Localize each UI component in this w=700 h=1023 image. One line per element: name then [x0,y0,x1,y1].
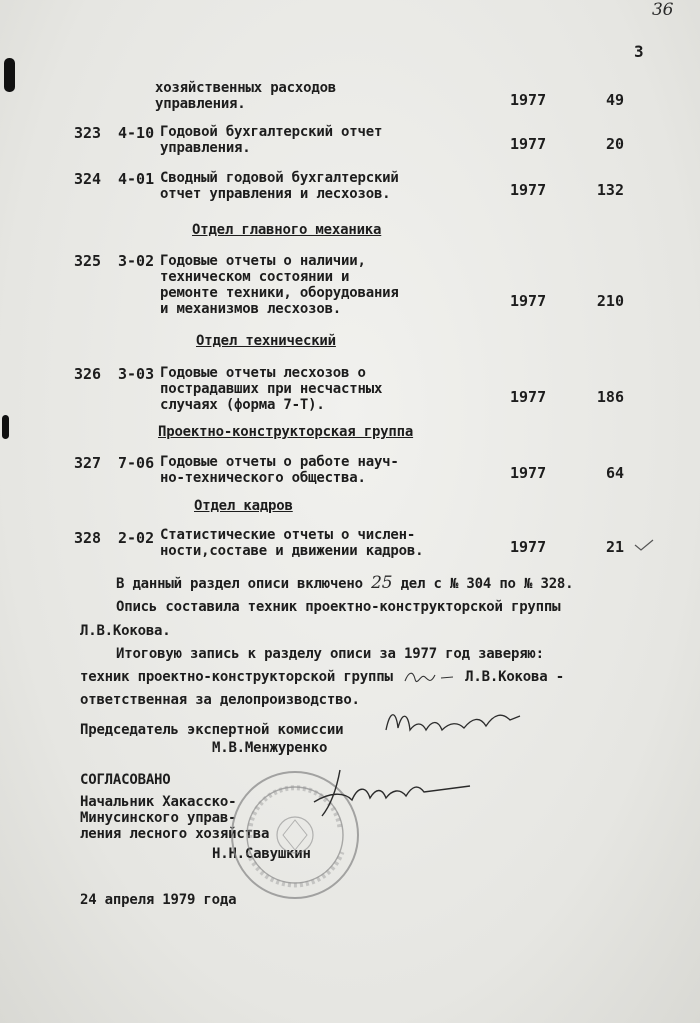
entry-text-line: ремонте техники, оборудования [160,285,399,301]
entry-year: 1977 [510,538,547,556]
entry-count: 49 [605,91,624,109]
agreed-label: СОГЛАСОВАНО [80,772,171,788]
compiler-name: Л.В.Кокова. [80,623,171,639]
punch-hole-mark [4,58,15,92]
entry-count: 132 [596,181,624,199]
entry-text-line: управления. [160,140,251,156]
entry-text-line: Сводный годовой бухгалтерский [160,170,399,186]
entry-count: 21 [605,538,624,556]
entry-year: 1977 [510,91,547,109]
entry-code: 2-02 [118,529,155,547]
entry-text-line: и механизмов лесхозов. [160,301,342,317]
signature-kokova-icon [401,669,457,685]
entry-number: 328 [74,529,102,547]
section-heading: Отдел технический [196,333,336,349]
entry-code: 3-03 [118,365,155,383]
boss-title-line: Минусинского управ- [80,810,237,826]
section-heading: Отдел кадров [194,498,293,514]
compiler-line: Опись составила техник проектно-конструкторской группы [116,599,561,615]
entry-count: 210 [596,292,624,310]
entry-year: 1977 [510,181,547,199]
entry-number: 325 [74,252,102,270]
chair-name: М.В.Менжуренко [212,740,328,756]
boss-title-line: ления лесного хозяйства [80,826,270,842]
entry-year: 1977 [510,464,547,482]
entry-number: 323 [74,124,102,142]
certification-line: Итоговую запись к разделу описи за 1977 год заверяю: [116,646,544,662]
chair-title: Председатель экспертной комиссии [80,722,344,738]
entry-text-line: управления. [155,96,246,112]
entry-text-line: ности,составе и движении кадров. [160,543,424,559]
punch-hole-mark [2,415,9,439]
entry-text-line: Годовые отчеты о наличии, [160,253,366,269]
signature-chair-icon [380,700,530,750]
section-heading: Проектно-конструкторская группа [158,424,414,440]
entry-code: 4-01 [118,170,155,188]
signature-boss-icon [300,762,480,822]
entry-text-line: но-технического общества. [160,470,366,486]
certification-name: Л.В.Кокова - [465,669,564,685]
summary-text: дел с № 304 по № 328. [400,576,574,592]
page-number: 3 [634,42,644,61]
entry-number: 327 [74,454,102,472]
entry-text-line: техническом состоянии и [160,269,350,285]
section-heading: Отдел главного механика [192,222,382,238]
entry-text-line: пострадавших при несчастных [160,381,383,397]
certification-line [80,669,564,685]
entry-text-line: Годовой бухгалтерский отчет [160,124,383,140]
summary-line [116,575,573,592]
boss-title-line: Начальник Хакасско- [80,794,237,810]
entry-text-line: случаях (форма 7-Т). [160,397,325,413]
boss-name: Н.Н.Савушкин [212,846,311,862]
entry-code: 4-10 [118,124,155,142]
entry-text-line: отчет управления и лесхозов. [160,186,391,202]
handwritten-count: 25 [371,573,393,593]
entry-year: 1977 [510,388,547,406]
entry-text-line: Годовые отчеты лесхозов о [160,365,366,381]
entry-number: 324 [74,170,102,188]
entry-count: 64 [605,464,624,482]
entry-count: 20 [605,135,624,153]
entry-text-line: Статистические отчеты о числен- [160,527,416,543]
archive-mark: 36 [652,0,674,20]
entry-number: 326 [74,365,102,383]
entry-year: 1977 [510,135,547,153]
entry-text-line: хозяйственных расходов [155,80,337,96]
entry-year: 1977 [510,292,547,310]
entry-text-line: Годовые отчеты о работе науч- [160,454,399,470]
entry-count: 186 [596,388,624,406]
summary-text: В данный раздел описи включено [116,576,363,592]
responsibility-line: ответственная за делопроизводство. [80,692,360,708]
entry-code: 7-06 [118,454,155,472]
certification-text: техник проектно-конструкторской группы [80,669,393,685]
check-mark-icon [634,538,654,552]
document-date: 24 апреля 1979 года [80,892,237,908]
entry-code: 3-02 [118,252,155,270]
